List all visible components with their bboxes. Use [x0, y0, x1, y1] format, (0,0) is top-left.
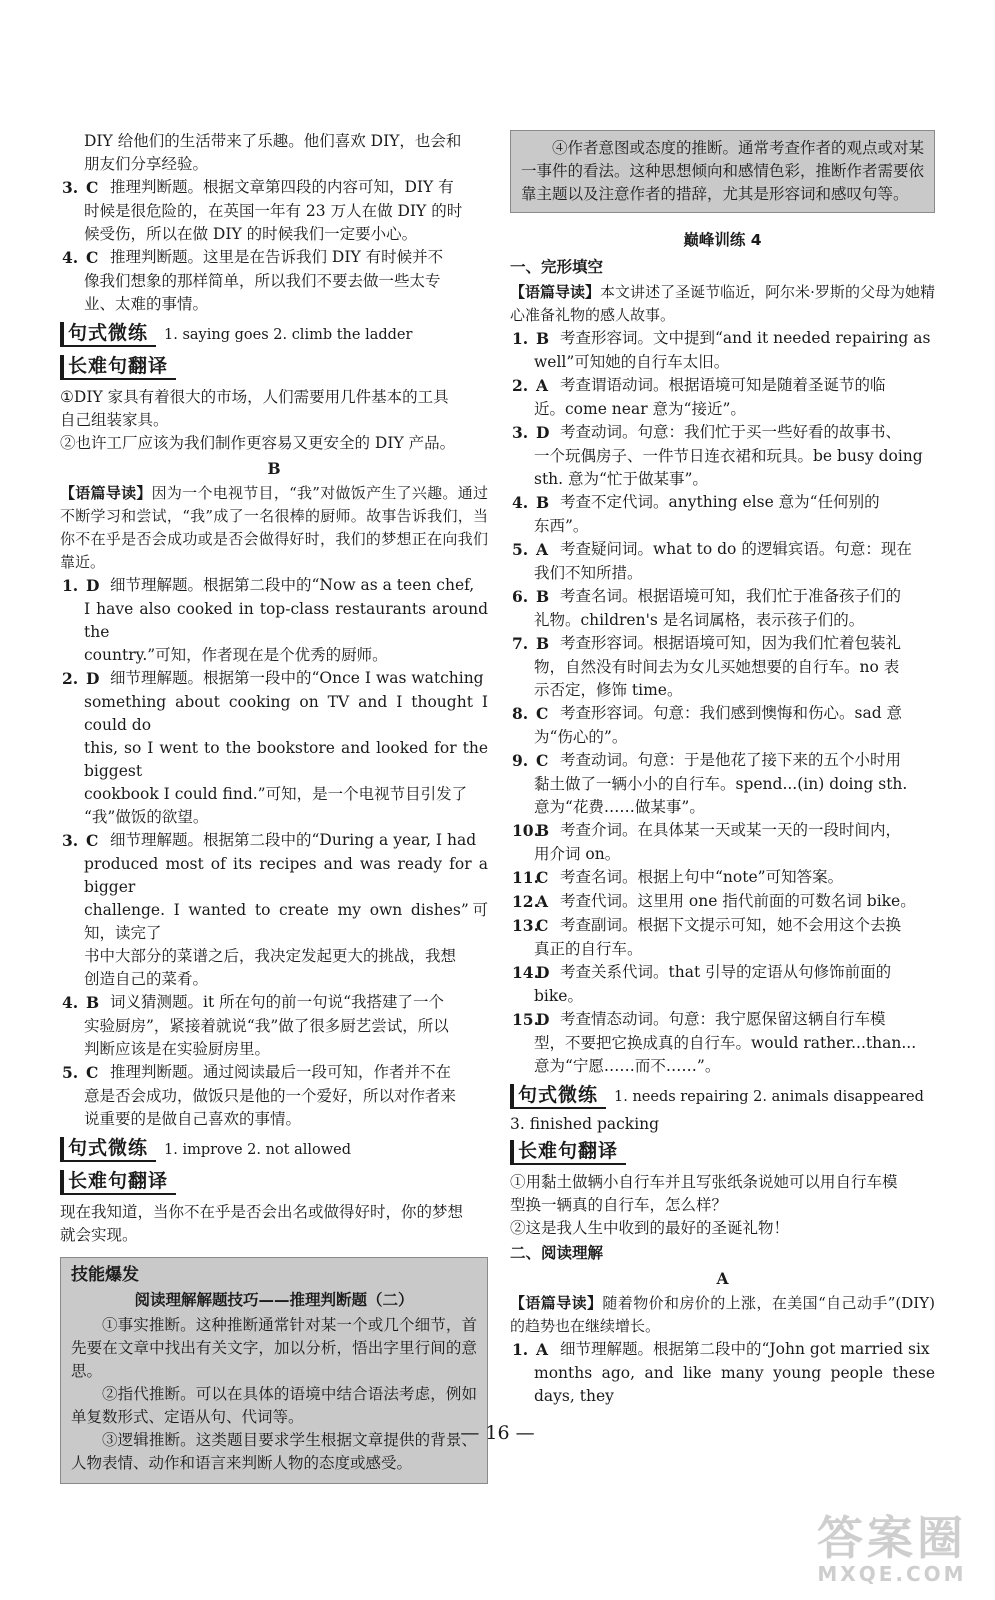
intro-line: DIY 给他们的生活带来了乐趣。他们喜欢 DIY，也会和 [84, 132, 462, 150]
item-explanation: 考查情态动词。句意：我宁愿保留这辆自行车模 [560, 1010, 886, 1028]
item-explanation: 细节理解题。根据第二段中的“John got married six [560, 1340, 930, 1358]
item-answer: C [86, 178, 99, 197]
guide-label: 【语篇导读】 [510, 283, 601, 301]
item-answer: C [86, 831, 99, 850]
answer-item [60, 667, 488, 690]
section-heading: B [267, 459, 281, 478]
item-explanation-cont: 判断应该是在实验厨房里。 [84, 1040, 271, 1058]
item-number: 1. [512, 1340, 529, 1359]
item-explanation: 考查形容词。根据语境可知，因为我们忙着包装礼 [560, 634, 902, 652]
answer-item [510, 538, 935, 561]
answer-item [510, 1008, 935, 1031]
translation-line: 就会实现。 [60, 1226, 138, 1244]
item-answer: C [86, 1063, 99, 1082]
item-number: 2. [62, 669, 79, 688]
item-number: 4. [62, 248, 79, 267]
item-answer: A [536, 892, 549, 911]
exercise-title: 巅峰训练 4 [683, 231, 762, 249]
skill-box [60, 1257, 488, 1484]
item-explanation-cont: 意为“花费……做某事”。 [534, 798, 705, 816]
translation-line: ①用黏土做辆小自行车并且写张纸条说她可以用自行车模 [510, 1173, 898, 1191]
item-number: 7. [512, 634, 529, 653]
item-explanation: 考查形容词。文中提到“and it needed repairing as [560, 329, 931, 347]
answer-item [510, 961, 935, 984]
skill-paragraph: ①事实推断。这种推断通常针对某一个或几个细节，首先要在文章中找出有关文字，加以分析，悟出字里行间的意思。 [71, 1316, 477, 1380]
guide-text: 因为一个电视节目，“我”对做饭产生了兴趣。通过不断学习和尝试，“我”成了一名很棒的厨师。故事告诉我们，当你不在乎是否会成功或是否会做得好时，我们的梦想正在向我们靠近。 [60, 484, 488, 571]
part-heading: 一、完形填空 [510, 258, 604, 276]
item-explanation: 考查动词。句意：于是他花了接下来的五个小时用 [560, 751, 902, 769]
sentence-practice [510, 1084, 935, 1109]
item-explanation-cont: 型，不要把它换成真的自行车。would rather...than... [534, 1034, 917, 1052]
item-explanation-cont: 礼物。children's 是名词属格，表示孩子们的。 [534, 611, 865, 629]
reading-guide [60, 482, 488, 574]
item-explanation: 考查不定代词。anything else 意为“任何别的 [560, 493, 880, 511]
item-explanation-cont: produced most of its recipes and was ready for a bigger [84, 855, 488, 896]
item-explanation: 考查疑问词。what to do 的逻辑宾语。句意：现在 [560, 540, 912, 558]
skill-heading: 技能爆发 [71, 1265, 139, 1285]
reading-guide [510, 1292, 935, 1338]
answer-item [60, 829, 488, 852]
answer-item [60, 246, 488, 269]
item-answer: A [536, 376, 549, 395]
answer-item [510, 327, 935, 350]
item-number: 3. [512, 423, 529, 442]
guide-text: 本文讲述了圣诞节临近，阿尔米·罗斯的父母为她精心准备礼物的感人故事。 [510, 283, 935, 324]
item-number: 4. [62, 993, 79, 1012]
item-answer: B [536, 493, 550, 512]
item-explanation-cont: 创造自己的菜肴。 [84, 970, 209, 988]
item-explanation-cont: challenge. I wanted to create my own dishes”可知，读完了 [84, 901, 488, 942]
section-label: 句式微练 [510, 1084, 606, 1109]
left-column [60, 130, 488, 1484]
item-explanation: 考查介词。在具体某一天或某一天的一段时间内， [560, 821, 902, 839]
item-explanation: 考查名词。根据上句中“note”可知答案。 [560, 868, 844, 886]
item-explanation-cont: 近。come near 意为“接近”。 [534, 400, 746, 418]
section-label: 长难句翻译 [60, 1170, 176, 1195]
item-explanation: 推理判断题。通过阅读最后一段可知，作者并不在 [110, 1063, 452, 1081]
answer-item [510, 491, 935, 514]
item-explanation: 考查名词。根据语境可知，我们忙于准备孩子们的 [560, 587, 902, 605]
item-number: 12. [512, 892, 539, 911]
item-answer: C [536, 916, 549, 935]
skill-paragraph: ③逻辑推断。这类题目要求学生根据文章提供的背景、人物表情、动作和语言来判断人物的态度或感受。 [71, 1431, 477, 1472]
item-answer: D [536, 1010, 550, 1029]
item-number: 6. [512, 587, 529, 606]
item-explanation-cont: 候受伤，所以在做 DIY 的时候我们一定要小心。 [84, 225, 418, 243]
intro-line: 朋友们分享经验。 [84, 155, 209, 173]
item-explanation-cont: 真正的自行车。 [534, 940, 643, 958]
answer-item [510, 702, 935, 725]
sentence-practice [60, 1137, 488, 1162]
answer-item [60, 176, 488, 199]
item-number: 11. [512, 868, 539, 887]
item-explanation-cont: 时候是很危险的，在英国一年有 23 万人在做 DIY 的时 [84, 202, 463, 220]
item-number: 2. [512, 376, 529, 395]
reading-guide [510, 281, 935, 327]
watermark-url: MXQE.COM [817, 1562, 967, 1586]
item-explanation: 考查形容词。句意：我们感到懊悔和伤心。sad 意 [560, 704, 903, 722]
item-answer: D [86, 669, 100, 688]
item-number: 4. [512, 493, 529, 512]
item-explanation: 细节理解题。根据第一段中的“Once I was watching [110, 669, 484, 687]
item-number: 9. [512, 751, 529, 770]
item-explanation: 考查关系代词。that 引导的定语从句修饰前面的 [560, 963, 892, 981]
item-answer: B [536, 329, 550, 348]
item-number: 8. [512, 704, 529, 723]
item-answer: A [536, 1340, 549, 1359]
answer-item [60, 991, 488, 1014]
answer-item [510, 585, 935, 608]
item-explanation-cont: 业、太难的事情。 [84, 295, 209, 313]
answer-item [510, 914, 935, 937]
guide-text: 随着物价和房价的上涨，在美国“自己动手”(DIY) 的趋势也在继续增长。 [510, 1294, 935, 1335]
item-explanation-cont: 我们不知所措。 [534, 564, 643, 582]
skill-paragraph: ②指代推断。可以在具体的语境中结合语法考虑，例如单复数形式、定语从句、代词等。 [71, 1385, 477, 1426]
item-explanation-cont: country.”可知，作者现在是个优秀的厨师。 [84, 646, 388, 664]
item-explanation-cont: 实验厨房”，紧接着就说“我”做了很多厨艺尝试，所以 [84, 1017, 449, 1035]
translation-line: 型换一辆真的自行车，怎么样？ [510, 1196, 728, 1214]
item-explanation-cont: 一个玩偶房子、一件节日连衣裙和玩具。be busy doing [534, 447, 923, 465]
section-label: 句式微练 [60, 1137, 156, 1162]
answer-item [510, 819, 935, 842]
right-column [510, 130, 935, 1408]
item-number: 5. [512, 540, 529, 559]
item-explanation-cont: 意为“宁愿……而不……”。 [534, 1057, 721, 1075]
item-answer: B [536, 821, 550, 840]
guide-label: 【语篇导读】 [510, 1294, 603, 1312]
answer-item [60, 574, 488, 597]
item-explanation-cont: 书中大部分的菜谱之后，我决定发起更大的挑战，我想 [84, 947, 457, 965]
translation-line: ①DIY 家具有着很大的市场，人们需要用几件基本的工具 [60, 388, 449, 406]
sentence-extra: 3. finished packing [510, 1115, 660, 1133]
item-explanation-cont: 黏土做了一辆小小的自行车。spend...(in) doing sth. [534, 775, 908, 793]
translation-line: ②这是我人生中收到的最好的圣诞礼物！ [510, 1219, 790, 1237]
section-heading: A [716, 1269, 729, 1288]
item-explanation-cont: 为“伤心的”。 [534, 728, 628, 746]
item-explanation-cont: months ago, and like many young people these days, they [534, 1364, 935, 1405]
item-number: 14. [512, 963, 539, 982]
translation-line: ②也许工厂应该为我们制作更容易又更安全的 DIY 产品。 [60, 434, 456, 452]
item-explanation: 考查代词。这里用 one 指代前面的可数名词 bike。 [560, 892, 916, 910]
item-answer: D [536, 423, 550, 442]
item-explanation-cont: cookbook I could find.”可知，是一个电视节目引发了 [84, 785, 468, 803]
part-heading: 二、阅读理解 [510, 1244, 604, 1262]
item-explanation-cont: sth. 意为“忙于做某事”。 [534, 470, 708, 488]
answer-item [510, 374, 935, 397]
item-explanation-cont: well”可知她的自行车太旧。 [534, 353, 730, 371]
tip-box: ④作者意图或态度的推断。通常考查作者的观点或对某一事件的看法。这种思想倾向和感情色彩，推断作者需要依靠主题以及注意作者的措辞，尤其是形容词和感叹句等。 [510, 130, 935, 213]
item-answer: B [536, 634, 550, 653]
section-label: 句式微练 [60, 322, 156, 347]
item-answer: C [86, 248, 99, 267]
answer-item [510, 749, 935, 772]
item-number: 1. [512, 329, 529, 348]
answer-item [60, 1061, 488, 1084]
item-explanation-cont: 说重要的是做自己喜欢的事情。 [84, 1110, 302, 1128]
sentence-practice [60, 322, 488, 347]
guide-label: 【语篇导读】 [60, 484, 152, 502]
item-answer: D [86, 576, 100, 595]
item-number: 10. [512, 821, 539, 840]
item-answer: B [536, 587, 550, 606]
section-answers: 1. needs repairing 2. animals disappeared [614, 1089, 924, 1105]
item-explanation-cont: 东西”。 [534, 517, 589, 535]
item-explanation: 考查副词。根据下文提示可知，她不会用这个去换 [560, 916, 902, 934]
item-answer: B [86, 993, 100, 1012]
item-explanation: 词义猜测题。it 所在句的前一句说“我搭建了一个 [110, 993, 445, 1011]
item-explanation-cont: “我”做饭的欲望。 [84, 808, 209, 826]
item-number: 5. [62, 1063, 79, 1082]
item-explanation: 考查动词。句意：我们忙于买一些好看的故事书、 [560, 423, 902, 441]
item-answer: D [536, 963, 550, 982]
section-label: 长难句翻译 [60, 355, 176, 380]
item-number: 3. [62, 831, 79, 850]
section-label: 长难句翻译 [510, 1140, 626, 1165]
translation-line: 现在我知道，当你不在乎是否会出名或做得好时，你的梦想 [60, 1203, 464, 1221]
translation-line: 自己组装家具。 [60, 411, 169, 429]
watermark-logo [817, 1513, 967, 1586]
item-explanation-cont: I have also cooked in top-class restaurants around the [84, 600, 488, 641]
skill-subtitle: 阅读理解解题技巧——推理判断题（二） [134, 1291, 414, 1309]
answer-item [510, 421, 935, 444]
item-number: 13. [512, 916, 539, 935]
item-explanation-cont: something about cooking on TV and I thought I could do [84, 693, 488, 734]
answer-item [510, 890, 935, 913]
answer-item [510, 866, 935, 889]
item-explanation: 细节理解题。根据第二段中的“Now as a teen chef, [110, 576, 475, 594]
page-number: — 16 — [460, 1422, 535, 1444]
answer-item [510, 1338, 935, 1361]
item-number: 1. [62, 576, 79, 595]
item-explanation: 细节理解题。根据第二段中的“During a year, I had [110, 831, 477, 849]
section-answers: 1. improve 2. not allowed [164, 1142, 352, 1158]
item-number: 3. [62, 178, 79, 197]
item-explanation-cont: 用介词 on。 [534, 845, 621, 863]
item-explanation-cont: 像我们想象的那样简单，所以我们不要去做一些太专 [84, 272, 441, 290]
item-explanation: 推理判断题。这里是在告诉我们 DIY 有时候并不 [110, 248, 444, 266]
item-explanation-cont: this, so I went to the bookstore and looked for the biggest [84, 739, 488, 780]
item-explanation: 考查谓语动词。根据语境可知是随着圣诞节的临 [560, 376, 886, 394]
answer-item [510, 632, 935, 655]
watermark-text: 答案圈 [817, 1511, 967, 1565]
item-explanation-cont: 意是否会成功，做饭只是他的一个爱好，所以对作者来 [84, 1087, 457, 1105]
item-explanation: 推理判断题。根据文章第四段的内容可知，DIY 有 [110, 178, 454, 196]
item-answer: C [536, 868, 549, 887]
item-number: 15. [512, 1010, 539, 1029]
item-explanation-cont: bike。 [534, 987, 583, 1005]
item-explanation-cont: 示否定，修饰 time。 [534, 681, 683, 699]
item-answer: C [536, 751, 549, 770]
section-answers: 1. saying goes 2. climb the ladder [164, 327, 413, 343]
item-answer: C [536, 704, 549, 723]
item-answer: A [536, 540, 549, 559]
item-explanation-cont: 物，自然没有时间去为女儿买她想要的自行车。no 表 [534, 658, 900, 676]
